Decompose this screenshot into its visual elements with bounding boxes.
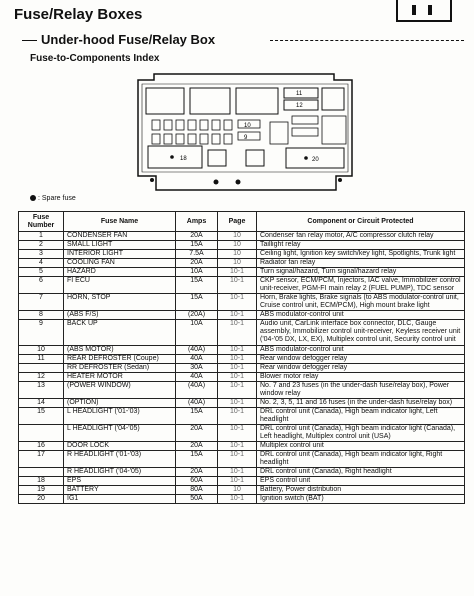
fuse-number: 9 [19, 320, 64, 346]
fuse-component: EPS control unit [257, 477, 465, 486]
fuse-component: Horn, Brake lights, Brake signals (to ABS modulator-control unit, Cruise control unit, ECM/PCM), High mount brake light [257, 294, 465, 311]
fuse-number [19, 468, 64, 477]
fuse-page: 10-1 [218, 451, 257, 468]
fuse-name: CONDENSER FAN [64, 232, 176, 241]
table-row [19, 451, 465, 468]
fuse-number [19, 425, 64, 442]
fuse-amps: 15A [176, 408, 218, 425]
table-row [19, 399, 465, 408]
fuse-name: (OPTION) [64, 399, 176, 408]
table-row [19, 311, 465, 320]
fuse-page: 10 [218, 259, 257, 268]
fuse-label: 18 [180, 156, 187, 162]
column-header-page: Page [218, 212, 257, 232]
fuse-page: 10-1 [218, 477, 257, 486]
fuse-label: 20 [312, 157, 319, 163]
fuse-label: 11 [296, 91, 303, 97]
fuse-component: DRL control unit (Canada), High beam indicator light, Left headlight [257, 408, 465, 425]
fuse-page: 10-1 [218, 442, 257, 451]
fuse-label: 12 [296, 103, 303, 109]
fuse-number: 17 [19, 451, 64, 468]
fuse-component: Radiator fan relay [257, 259, 465, 268]
fuse-page: 10-1 [218, 373, 257, 382]
fuse-name: BACK UP [64, 320, 176, 346]
fuse-page: 10 [218, 250, 257, 259]
fuse-amps: (40A) [176, 382, 218, 399]
fuse-name: R HEADLIGHT ('01-'03) [64, 451, 176, 468]
fuse-page: 10-1 [218, 294, 257, 311]
fuse-table-body [19, 232, 465, 504]
fuse-component: CKP sensor, ECM/PCM, Injectors, IAC valve, Immobilizer control unit-receiver, PGM-FI main relay 2 (FUEL PUMP), TDC sensor [257, 277, 465, 294]
fuse-amps: 80A [176, 486, 218, 495]
fuse-component: ABS modulator-control unit [257, 346, 465, 355]
fuse-name: R HEADLIGHT ('04-'05) [64, 468, 176, 477]
fuse-number: 14 [19, 399, 64, 408]
fuse-component: Ceiling light, Ignition key switch/key light, Spotlights, Trunk light [257, 250, 465, 259]
fuse-component: DRL control unit (Canada), High beam indicator light, Right headlight [257, 451, 465, 468]
table-row [19, 408, 465, 425]
fuse-name: EPS [64, 477, 176, 486]
column-header-amps: Amps [176, 212, 218, 232]
fuse-name: HEATER MOTOR [64, 373, 176, 382]
table-row [19, 442, 465, 451]
fuse-name: (ABS F/S) [64, 311, 176, 320]
fuse-amps: 60A [176, 477, 218, 486]
fuse-page: 10-1 [218, 320, 257, 346]
column-header-component: Component or Circuit Protected [257, 212, 465, 232]
table-row [19, 486, 465, 495]
fuse-name: HORN, STOP [64, 294, 176, 311]
fuse-component: Condenser fan relay motor, A/C compressor clutch relay [257, 232, 465, 241]
table-row [19, 477, 465, 486]
spare-fuse-note-text: : Spare fuse [38, 195, 76, 202]
fuse-component: Rear window defogger relay [257, 355, 465, 364]
table-row [19, 259, 465, 268]
fuse-name: BATTERY [64, 486, 176, 495]
fuse-number [19, 364, 64, 373]
fuse-amps: 20A [176, 232, 218, 241]
fuse-component: ABS modulator-control unit [257, 311, 465, 320]
fuse-name: SMALL LIGHT [64, 241, 176, 250]
fuse-amps: 15A [176, 277, 218, 294]
fuse-number: 7 [19, 294, 64, 311]
fuse-icon [396, 0, 452, 22]
fuse-amps: 50A [176, 495, 218, 504]
table-row [19, 346, 465, 355]
table-row [19, 294, 465, 311]
fuse-page: 10-1 [218, 468, 257, 477]
fuse-number: 20 [19, 495, 64, 504]
fuse-component: Battery, Power distribution [257, 486, 465, 495]
fuse-amps: 30A [176, 364, 218, 373]
fuse-name: L HEADLIGHT ('04-'05) [64, 425, 176, 442]
table-row [19, 355, 465, 364]
fuse-number: 12 [19, 373, 64, 382]
fuse-name: DOOR LOCK [64, 442, 176, 451]
fuse-component: Taillight relay [257, 241, 465, 250]
fuse-name: INTERIOR LIGHT [64, 250, 176, 259]
fuse-table [18, 211, 465, 504]
fuse-name: (ABS MOTOR) [64, 346, 176, 355]
spare-fuse-dot-icon [30, 195, 36, 201]
fuse-number: 8 [19, 311, 64, 320]
fuse-number: 16 [19, 442, 64, 451]
section-subtitle [22, 32, 215, 47]
fuse-component: Blower motor relay [257, 373, 465, 382]
fuse-page: 10-1 [218, 408, 257, 425]
spare-fuse-note [30, 195, 76, 202]
fuse-amps: (40A) [176, 346, 218, 355]
fuse-name: IG1 [64, 495, 176, 504]
fuse-name: (POWER WINDOW) [64, 382, 176, 399]
fuse-page: 10-1 [218, 346, 257, 355]
fuse-number: 11 [19, 355, 64, 364]
fuse-number: 19 [19, 486, 64, 495]
fuse-name: REAR DEFROSTER (Coupe) [64, 355, 176, 364]
table-row [19, 277, 465, 294]
fuse-amps: 15A [176, 241, 218, 250]
fuse-name: HAZARD [64, 268, 176, 277]
table-row [19, 250, 465, 259]
fuse-page: 10 [218, 241, 257, 250]
index-title: Fuse-to-Components Index [30, 53, 160, 64]
fuse-component: No. 2, 3, 5, 11 and 16 fuses (in the under-dash fuse/relay box) [257, 399, 465, 408]
fuse-amps: 20A [176, 259, 218, 268]
fuse-name: FI ECU [64, 277, 176, 294]
fuse-component: DRL control unit (Canada), High beam indicator light (Canada), Left headlight, Multiplex control unit (USA) [257, 425, 465, 442]
fuse-component: No. 7 and 23 fuses (in the under-dash fuse/relay box), Power window relay [257, 382, 465, 399]
fuse-page: 10-1 [218, 382, 257, 399]
fuse-amps: 20A [176, 468, 218, 477]
table-row [19, 241, 465, 250]
table-row [19, 382, 465, 399]
section-subtitle-text: Under-hood Fuse/Relay Box [41, 32, 216, 47]
fuse-number: 10 [19, 346, 64, 355]
table-row [19, 232, 465, 241]
fuse-number: 2 [19, 241, 64, 250]
fuse-component: Multiplex control unit [257, 442, 465, 451]
fuse-component: Audio unit, CarLink interface box connector, DLC, Gauge assembly, Immobilizer control unit-receiver, Keyless receiver unit ('04-'05 DX, LX, EX), Multiplex control unit, Security control unit [257, 320, 465, 346]
table-row [19, 425, 465, 442]
table-header-row [19, 212, 465, 232]
fuse-page: 10 [218, 486, 257, 495]
fuse-page: 10-1 [218, 355, 257, 364]
table-row [19, 468, 465, 477]
fuse-page: 10-1 [218, 268, 257, 277]
table-row [19, 495, 465, 504]
fuse-number: 1 [19, 232, 64, 241]
fuse-name: RR DEFROSTER (Sedan) [64, 364, 176, 373]
fuse-component: Ignition switch (BAT) [257, 495, 465, 504]
fuse-component: Turn signal/hazard, Turn signal/hazard relay [257, 268, 465, 277]
fuse-component: DRL control unit (Canada), Right headlight [257, 468, 465, 477]
fuse-label: 9 [244, 135, 248, 141]
fuse-page: 10 [218, 232, 257, 241]
fuse-number: 15 [19, 408, 64, 425]
fuse-amps: 40A [176, 355, 218, 364]
column-header-number: Fuse Number [19, 212, 64, 232]
fuse-page: 10-1 [218, 495, 257, 504]
fuse-amps: 10A [176, 268, 218, 277]
fuse-amps: 20A [176, 425, 218, 442]
fuse-page: 10-1 [218, 399, 257, 408]
fuse-amps: 15A [176, 451, 218, 468]
page-title: Fuse/Relay Boxes [14, 6, 143, 23]
fuse-component: Rear window defogger relay [257, 364, 465, 373]
table-row [19, 373, 465, 382]
fuse-name: COOLING FAN [64, 259, 176, 268]
fuse-amps: 20A [176, 442, 218, 451]
fuse-number: 13 [19, 382, 64, 399]
fuse-number: 6 [19, 277, 64, 294]
table-row [19, 364, 465, 373]
fuse-page: 10-1 [218, 311, 257, 320]
table-row [19, 268, 465, 277]
fuse-number: 3 [19, 250, 64, 259]
divider [270, 40, 464, 41]
fuse-amps: (20A) [176, 311, 218, 320]
table-row [19, 320, 465, 346]
fuse-number: 5 [19, 268, 64, 277]
fuse-page: 10-1 [218, 277, 257, 294]
column-header-name: Fuse Name [64, 212, 176, 232]
fuse-box-diagram [130, 72, 362, 194]
fuse-amps: 40A [176, 373, 218, 382]
fuse-page: 10-1 [218, 425, 257, 442]
fuse-amps: 10A [176, 320, 218, 346]
fuse-name: L HEADLIGHT ('01-'03) [64, 408, 176, 425]
fuse-amps: (40A) [176, 399, 218, 408]
fuse-amps: 7.5A [176, 250, 218, 259]
fuse-page: 10-1 [218, 364, 257, 373]
fuse-amps: 15A [176, 294, 218, 311]
fuse-label: 10 [244, 123, 251, 129]
fuse-number: 18 [19, 477, 64, 486]
fuse-number: 4 [19, 259, 64, 268]
